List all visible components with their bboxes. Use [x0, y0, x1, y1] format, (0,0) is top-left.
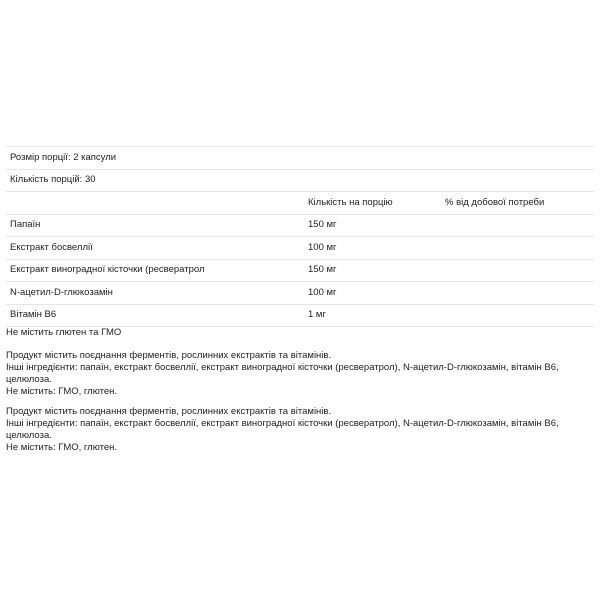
ingredient-amount: 150 мг: [308, 264, 337, 276]
table-row: [6, 237, 594, 260]
serving-size-text: Розмір порції: 2 капсули: [10, 151, 117, 163]
supplement-facts-table: [6, 146, 594, 327]
table-header-row: [6, 192, 594, 215]
other-ingredients: Інші інгредієнти: папаїн, екстракт босвеллії, екстракт виноградної кісточки (ресвератрол), N-ацетил-D-глюкозамін, вітамін B6, целюлоза.: [6, 361, 559, 385]
ingredient-amount: 100 мг: [308, 286, 337, 298]
serving-size-row: [6, 146, 594, 170]
description-intro: Продукт містить поєднання ферментів, рослинних екстрактів та вітамінів.: [6, 350, 332, 361]
ingredient-amount: 1 мг: [308, 309, 326, 321]
description-block: [6, 350, 594, 398]
header-daily-value: % від добової потреби: [445, 196, 545, 208]
ingredient-amount: 150 мг: [308, 219, 337, 231]
free-of-text: Не містить: ГМО, глютен.: [6, 385, 118, 397]
table-row: [6, 282, 594, 305]
ingredient-name: Екстракт босвеллії: [10, 241, 93, 253]
table-row: [6, 215, 594, 238]
ingredient-name: Папаїн: [10, 219, 41, 231]
other-ingredients: Інші інгредієнти: папаїн, екстракт босвеллії, екстракт виноградної кісточки (ресвератрол), N-ацетил-D-глюкозамін, вітамін B6, целюлоза.: [6, 417, 559, 441]
ingredient-name: N-ацетил-D-глюкозамін: [10, 286, 113, 298]
ingredient-name: Екстракт виноградної кісточки (ресвератрол: [10, 264, 205, 276]
gluten-gmo-note: [6, 327, 594, 339]
description-intro: Продукт містить поєднання ферментів, рослинних екстрактів та вітамінів.: [6, 406, 332, 417]
ingredient-amount: 100 мг: [308, 241, 337, 253]
table-row: [6, 260, 594, 283]
ingredient-name: Вітамін B6: [10, 309, 57, 321]
header-amount: Кількість на порцію: [308, 196, 393, 208]
servings-row: [6, 170, 594, 193]
description-block: [6, 406, 594, 454]
note-text: Не містить глютен та ГМО: [6, 327, 122, 338]
table-row: [6, 305, 594, 328]
servings-text: Кількість порцій: 30: [10, 174, 96, 186]
free-of-text: Не містить: ГМО, глютен.: [6, 441, 118, 453]
